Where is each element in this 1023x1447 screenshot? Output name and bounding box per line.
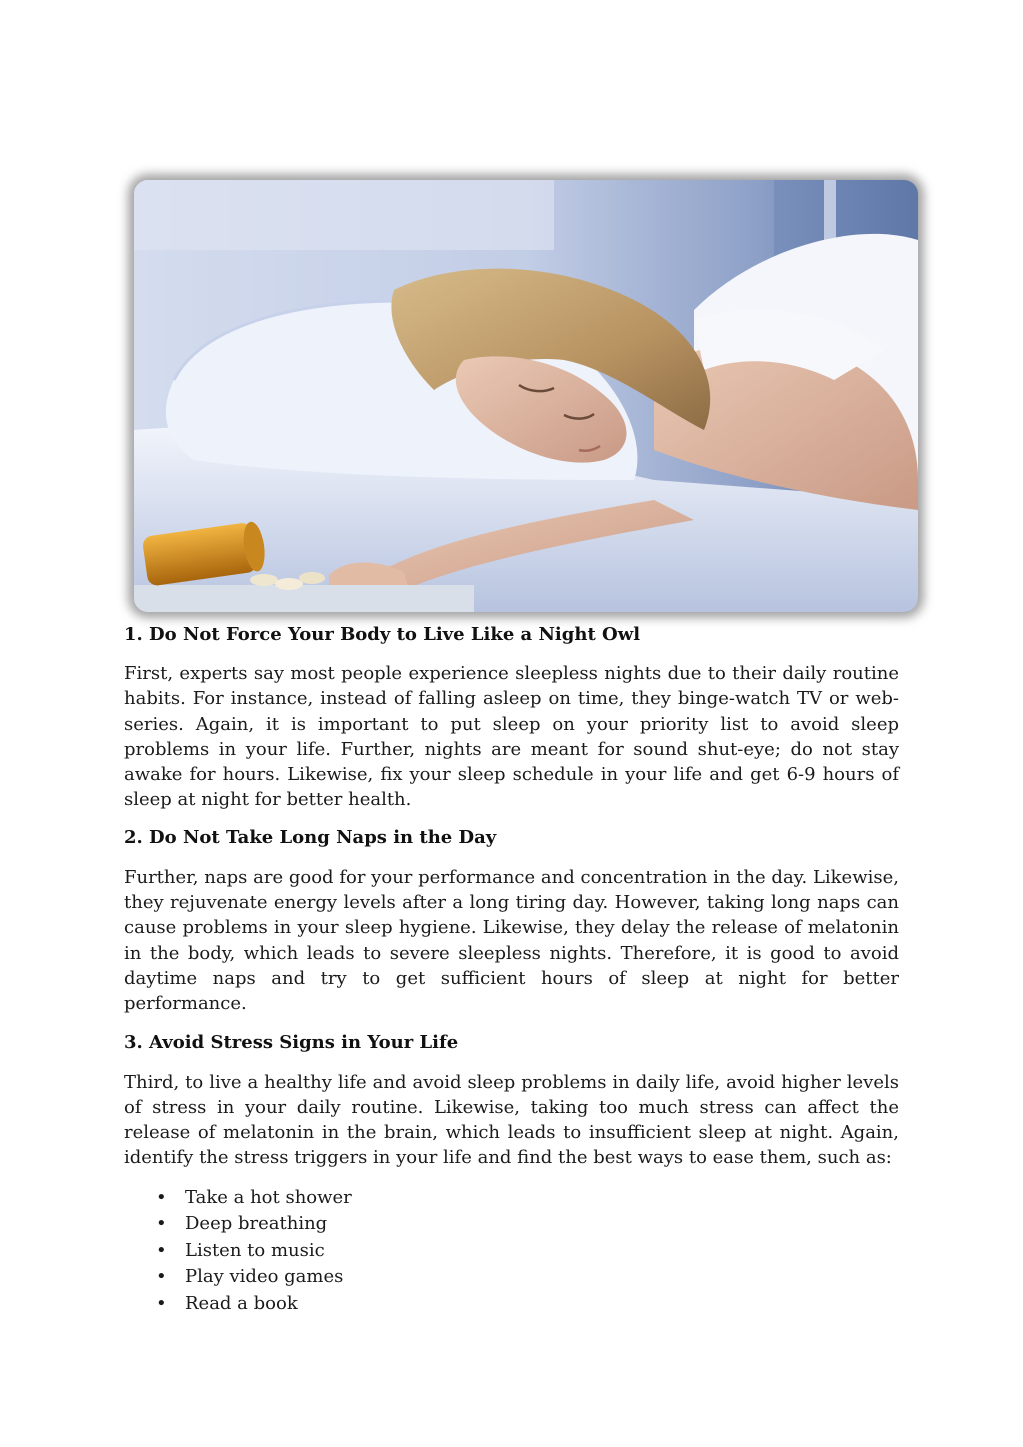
bullet-icon: • [156,1292,167,1314]
section-heading-night-owl: 1. Do Not Force Your Body to Live Like a Night Owl [124,624,641,645]
section-paragraph-stress: Third, to live a healthy life and avoid sleep problems in daily life, avoid higher levels of stress in your daily routine. Likewise, taking too much stress can affect the release of melatonin in the brain, which leads to insufficient sleep at night. Again, identify the stress triggers in your life and find the best ways to ease them, such as: [124,1071,899,1169]
bullet-icon: • [156,1239,167,1261]
sleeping-woman-photo [134,180,918,612]
list-item-text: Read a book [185,1292,298,1314]
bullet-icon: • [156,1186,167,1208]
section-paragraph-night-owl: First, experts say most people experience sleepless nights due to their daily routine habits. For instance, instead of falling asleep on time, they binge-watch TV or web-series. Again, it is important to put sleep on your priority list to avoid sleep problems in your life. Further, nights are meant for sound shut-eye; do not stay awake for hours. Likewise, fix your sleep schedule in your life and get 6-9 hours of sleep at night for better health. [124,663,899,811]
list-item [124,1211,899,1238]
list-item [124,1185,899,1212]
bullet-icon: • [156,1213,167,1235]
section-paragraph-long-naps: Further, naps are good for your performance and concentration in the day. Likewise, they rejuvenate energy levels after a long tiring day. However, taking long naps can cause problems in your sleep hygiene. Likewise, they delay the release of melatonin in the body, which leads to severe sleepless nights. Therefore, it is good to avoid daytime naps and try to get sufficient hours of sleep at night for better performance. [124,866,899,1015]
section-heading-stress: 3. Avoid Stress Signs in Your Life [124,1031,459,1053]
list-item [124,1264,899,1291]
list-item [124,1238,899,1265]
sleeping-woman-illustration [134,180,918,612]
article-content [124,623,899,1317]
list-item-text: Take a hot shower [185,1186,352,1208]
stress-relief-list [124,1185,899,1318]
list-item [124,1291,899,1318]
list-item-text: Play video games [185,1266,344,1288]
list-item-text: Deep breathing [185,1213,328,1235]
list-item-text: Listen to music [185,1239,325,1261]
section-heading-long-naps: 2. Do Not Take Long Naps in the Day [124,826,497,848]
bullet-icon: • [156,1266,167,1288]
